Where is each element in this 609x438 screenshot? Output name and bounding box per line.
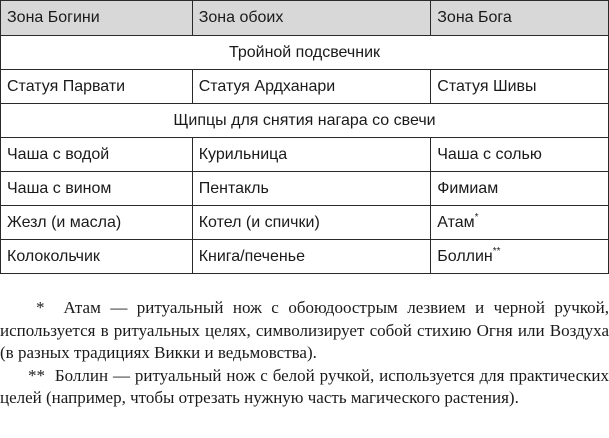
footnote [0,297,609,365]
table-header-row [1,1,609,36]
table-cell: Чаша с солью [431,138,609,172]
table-cell: Фимиам [431,172,609,206]
table-row [1,206,609,240]
table-row [1,240,609,274]
table-row [1,70,609,104]
table-cell: Статуя Шивы [431,70,609,104]
footnote-marker: * [474,211,479,223]
table-cell: Котел (и спички) [192,206,431,240]
table-row [1,172,609,206]
cell-text: Атам [437,213,475,231]
table-row [1,104,609,138]
table-cell: Книга/печенье [192,240,431,274]
spanning-cell: Тройной подсвечник [1,36,609,70]
footnote [0,365,609,410]
footnote-mark: * [36,298,45,317]
header-god-zone: Зона Бога [431,1,609,36]
table-cell: Чаша с водой [1,138,193,172]
table-cell: Курильница [192,138,431,172]
cell-text: Боллин [437,247,493,265]
footnote-text: Атам — ритуальный нож с обоюдоострым лезвием и черной ручкой, используется в ритуальных целях, символизирует собой стихию Огня или Воздуха (в разных традициях Викки и ведьмовства). [0,298,609,362]
table-cell-footnoted [431,206,609,240]
table-cell: Чаша с вином [1,172,193,206]
footnotes [0,297,609,410]
table-cell: Колокольчик [1,240,193,274]
table-cell-footnoted [431,240,609,274]
table-cell: Пентакль [192,172,431,206]
footnote-text: Боллин — ритуальный нож с белой ручкой, используется для практических целей (например, чтобы отрезать нужную часть магического растения). [0,365,609,407]
table-row [1,138,609,172]
footnote-marker: ** [492,245,501,257]
table-cell: Жезл (и масла) [1,206,193,240]
spanning-cell: Щипцы для снятия нагара со свечи [1,104,609,138]
table-cell: Статуя Ардханари [192,70,431,104]
header-goddess-zone: Зона Богини [1,1,193,36]
table-cell: Статуя Парвати [1,70,193,104]
table-row [1,36,609,70]
header-both-zone: Зона обоих [192,1,431,36]
footnote-mark: ** [28,365,45,385]
